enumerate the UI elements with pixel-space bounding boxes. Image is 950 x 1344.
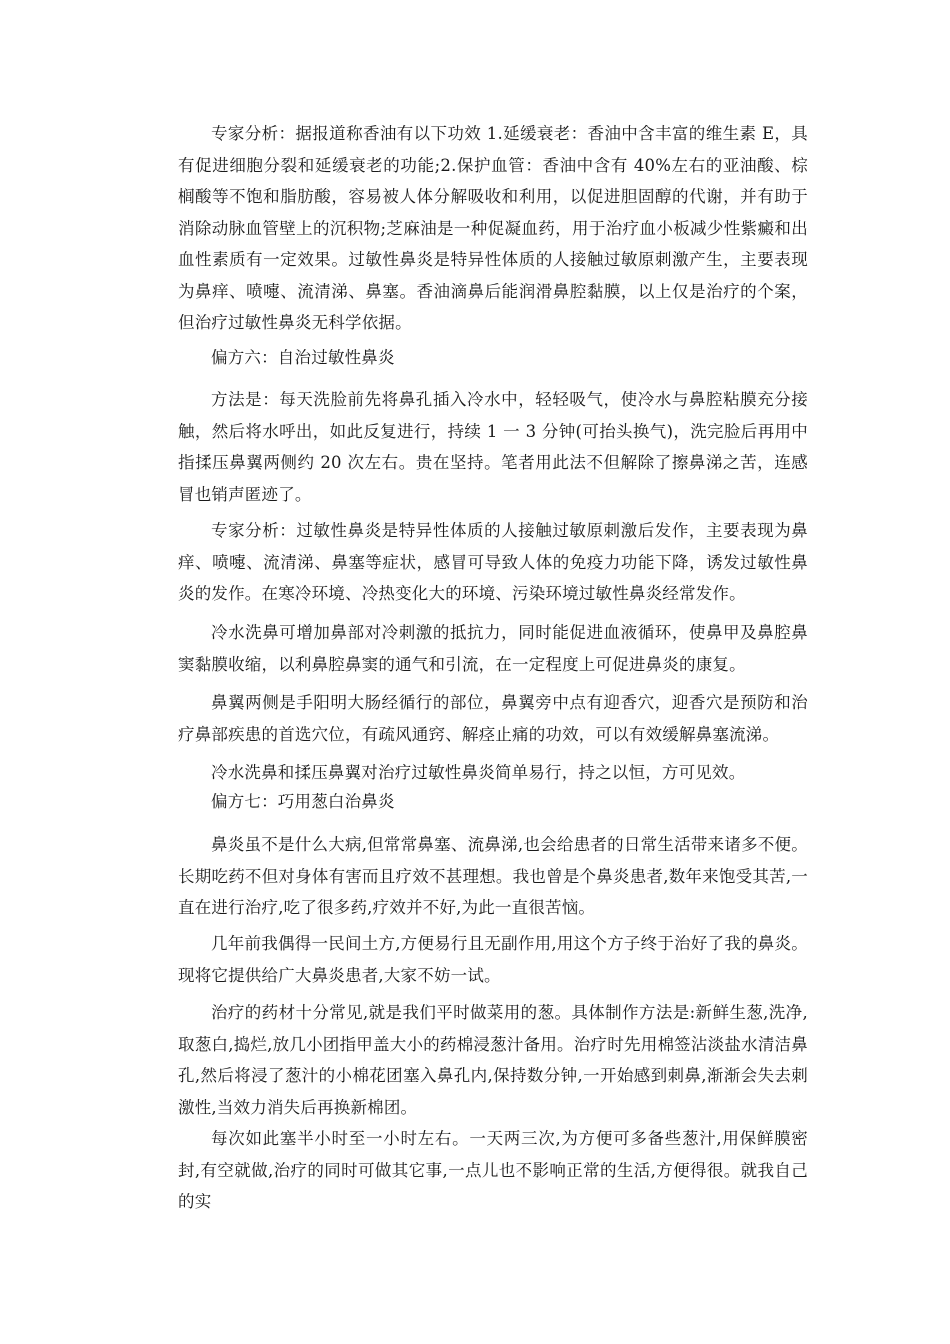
- paragraph-scallion-preparation: 治疗的药材十分常见,就是我们平时做菜用的葱。具体制作方法是:新鲜生葱,洗净,取葱白,捣烂,放几小团指甲盖大小的药棉浸葱汁备用。治疗时先用棉签沾淡盐水清洁鼻孔,然后将浸了葱汁的小棉花团塞入鼻孔内,保持数分钟,一开始感到刺鼻,渐渐会失去刺激性,当效力消失后再换新棉团。: [178, 1003, 808, 1117]
- heading-remedy-six: 偏方六：自治过敏性鼻炎: [211, 348, 395, 367]
- paragraph-expert-analysis-sesame-oil: 专家分析：据报道称香油有以下功效 1.延缓衰老：香油中含丰富的维生素 E，具有促进细胞分裂和延缓衰老的功能;2.保护血管：香油中含有 40%左右的亚油酸、棕榈酸等不饱和脂肪酸，容易被人体分解吸收和利用，以促进胆固醇的代谢，并有助于消除动脉血管壁上的沉积物;芝麻油是一种促凝血药，用于治疗血小板减少性紫癜和出血性素质有一定效果。过敏性鼻炎是特异性体质的人接触过敏原刺激产生，主要表现为鼻痒、喷嚏、流清涕、鼻塞。香油滴鼻后能润滑鼻腔黏膜，以上仅是治疗的个案，但治疗过敏性鼻炎无科学依据。: [178, 124, 808, 332]
- paragraph-yingxiang-acupoint: 鼻翼两侧是手阳明大肠经循行的部位，鼻翼旁中点有迎香穴，迎香穴是预防和治疗鼻部疾患的首选穴位，有疏风通窍、解痉止痛的功效，可以有效缓解鼻塞流涕。: [178, 693, 808, 744]
- paragraph-rhinitis-intro: 鼻炎虽不是什么大病,但常常鼻塞、流鼻涕,也会给患者的日常生活带来诸多不便。长期吃药不但对身体有害而且疗效不甚理想。我也曾是个鼻炎患者,数年来饱受其苦,一直在进行治疗,吃了很多药,疗效并不好,为此一直很苦恼。: [178, 835, 808, 917]
- paragraph-folk-remedy: 几年前我偶得一民间土方,方便易行且无副作用,用这个方子终于治好了我的鼻炎。现将它提供给广大鼻炎患者,大家不妨一试。: [178, 934, 808, 985]
- paragraph-cold-water-method: 方法是：每天洗脸前先将鼻孔插入冷水中，轻轻吸气，使冷水与鼻腔粘膜充分接触，然后将水呼出，如此反复进行，持续 1 一 3 分钟(可抬头换气)，洗完脸后再用中指揉压鼻翼两侧约 20 次左右。贵在坚持。笔者用此法不但解除了擦鼻涕之苦，连感冒也销声匿迹了。: [178, 390, 808, 504]
- paragraph-expert-analysis-allergic-rhinitis: 专家分析：过敏性鼻炎是特异性体质的人接触过敏原刺激后发作，主要表现为鼻痒、喷嚏、流清涕、鼻塞等症状，感冒可导致人体的免疫力功能下降，诱发过敏性鼻炎的发作。在寒冷环境、冷热变化大的环境、污染环境过敏性鼻炎经常发作。: [178, 521, 808, 603]
- paragraph-treatment-frequency: 每次如此塞半小时至一小时左右。一天两三次,为方便可多备些葱汁,用保鲜膜密封,有空就做,治疗的同时可做其它事,一点儿也不影响正常的生活,方便得很。就我自己的实: [178, 1129, 808, 1211]
- heading-remedy-seven: 偏方七：巧用葱白治鼻炎: [211, 792, 395, 811]
- paragraph-cold-water-benefits: 冷水洗鼻可增加鼻部对冷刺激的抵抗力，同时能促进血液循环，使鼻甲及鼻腔鼻窦黏膜收缩，以利鼻腔鼻窦的通气和引流，在一定程度上可促进鼻炎的康复。: [178, 623, 808, 674]
- paragraph-conclusion: 冷水洗鼻和揉压鼻翼对治疗过敏性鼻炎简单易行，持之以恒，方可见效。: [211, 763, 746, 782]
